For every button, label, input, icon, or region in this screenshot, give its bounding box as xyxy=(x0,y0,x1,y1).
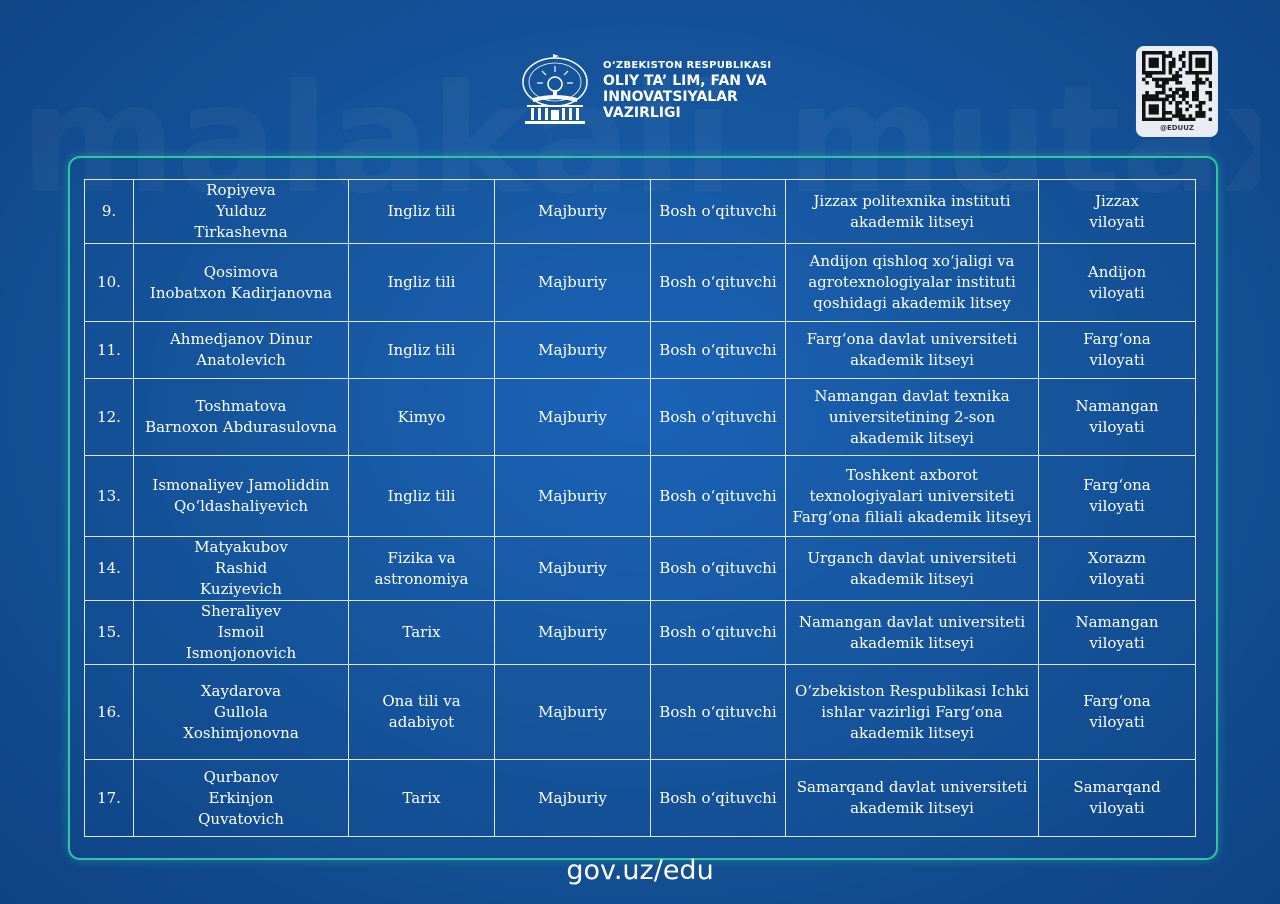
cell-region-line: viloyati xyxy=(1089,351,1145,369)
ministry-emblem-icon xyxy=(517,52,593,128)
cell-region-line: viloyati xyxy=(1089,283,1145,302)
cell-name xyxy=(134,322,349,379)
cell-type: Majburiy xyxy=(495,601,651,665)
ministry-line2: OLIY TA’ LIM, FAN VA xyxy=(603,72,767,89)
cell-position: Bosh o‘qituvchi xyxy=(651,537,786,601)
table-row xyxy=(85,322,1196,379)
table-row xyxy=(85,665,1196,760)
ministry-name xyxy=(603,60,771,121)
cell-name-line: Toshmatova xyxy=(195,397,287,415)
ministry-line3: INNOVATSIYALAR xyxy=(603,88,738,105)
cell-subject-line: Tarix xyxy=(402,623,441,641)
cell-region-line: viloyati xyxy=(1089,497,1145,515)
cell-name-line: Quvatovich xyxy=(198,809,284,828)
cell-institution-line: Namangan davlat universiteti xyxy=(798,612,1026,631)
cell-position: Bosh o‘qituvchi xyxy=(651,456,786,537)
cell-institution-line: agrotexnologiyalar instituti xyxy=(808,273,1016,291)
cell-region xyxy=(1039,244,1196,322)
table-row xyxy=(85,456,1196,537)
cell-name-line: Ropiyeva xyxy=(206,181,276,199)
cell-institution-line: akademik litseyi xyxy=(850,633,974,652)
cell-region-line: Jizzax xyxy=(1094,191,1140,210)
table-row xyxy=(85,180,1196,244)
cell-name-line: Rashid xyxy=(214,559,268,577)
cell-institution xyxy=(786,456,1039,537)
cell-name xyxy=(134,379,349,456)
cell-institution-line: Toshkent axborot xyxy=(846,465,978,484)
cell-region-line: Xorazm xyxy=(1088,548,1146,567)
cell-region-line: viloyati xyxy=(1089,418,1145,436)
cell-region xyxy=(1039,537,1196,601)
cell-type: Majburiy xyxy=(495,456,651,537)
cell-name-line: Matyakubov xyxy=(194,538,288,556)
table-row xyxy=(85,537,1196,601)
cell-subject xyxy=(349,601,495,665)
cell-name-line: Ismoil xyxy=(217,623,265,641)
cell-subject xyxy=(349,665,495,760)
cell-subject-line: Ingliz tili xyxy=(387,202,456,220)
teachers-table xyxy=(84,179,1196,837)
table-row xyxy=(85,601,1196,665)
cell-institution-line: akademik litseyi xyxy=(850,723,974,742)
ministry-line1: O‘ZBEKISTON RESPUBLIKASI xyxy=(603,59,772,71)
cell-type: Majburiy xyxy=(495,760,651,837)
cell-name-line: Barnoxon Abdurasulovna xyxy=(145,418,337,436)
cell-name xyxy=(134,244,349,322)
cell-institution-line: Samarqand davlat universiteti xyxy=(796,778,1028,796)
qr-handle-label: @EDUUZ xyxy=(1159,124,1195,132)
cell-region xyxy=(1039,760,1196,837)
cell-institution-line: akademik litseyi xyxy=(850,799,974,817)
cell-subject-line: Ingliz tili xyxy=(387,340,456,359)
cell-name xyxy=(134,180,349,244)
cell-type: Majburiy xyxy=(495,537,651,601)
table-row xyxy=(85,244,1196,322)
cell-subject-line: Tarix xyxy=(402,788,441,807)
cell-region-line: viloyati xyxy=(1089,799,1145,817)
cell-region-line: viloyati xyxy=(1089,713,1145,731)
cell-region-line: Andijon xyxy=(1087,262,1147,281)
cell-number: 9. xyxy=(85,180,134,244)
cell-institution xyxy=(786,601,1039,665)
cell-subject xyxy=(349,456,495,537)
cell-region-line: Farg‘ona xyxy=(1083,476,1151,494)
cell-institution-line: akademik litseyi xyxy=(850,569,974,588)
cell-name-line: Xoshimjonovna xyxy=(183,723,299,742)
cell-subject xyxy=(349,379,495,456)
cell-subject-line: Ingliz tili xyxy=(387,486,456,505)
cell-position: Bosh o‘qituvchi xyxy=(651,665,786,760)
cell-institution-line: akademik litseyi xyxy=(850,428,974,447)
cell-institution xyxy=(786,379,1039,456)
cell-subject-line: adabiyot xyxy=(388,713,455,731)
ministry-header xyxy=(517,52,771,128)
cell-number: 14. xyxy=(85,537,134,601)
cell-institution xyxy=(786,537,1039,601)
cell-number: 15. xyxy=(85,601,134,665)
cell-region-line: viloyati xyxy=(1089,633,1145,652)
qr-code-card[interactable] xyxy=(1136,46,1218,137)
cell-region-line: Farg‘ona xyxy=(1083,330,1151,348)
cell-name-line: Qosimova xyxy=(203,262,279,281)
cell-name xyxy=(134,601,349,665)
cell-type: Majburiy xyxy=(495,665,651,760)
cell-type: Majburiy xyxy=(495,379,651,456)
cell-name-line: Yulduz xyxy=(215,202,267,220)
cell-region-line: Namangan xyxy=(1075,397,1159,415)
cell-subject xyxy=(349,760,495,837)
cell-name-line: Kuziyevich xyxy=(200,580,282,598)
table-row xyxy=(85,379,1196,456)
cell-subject xyxy=(349,244,495,322)
cell-name xyxy=(134,760,349,837)
cell-subject-line: Kimyo xyxy=(397,407,446,426)
cell-name xyxy=(134,537,349,601)
cell-number: 11. xyxy=(85,322,134,379)
cell-region xyxy=(1039,456,1196,537)
cell-institution xyxy=(786,244,1039,322)
cell-position: Bosh o‘qituvchi xyxy=(651,322,786,379)
cell-name xyxy=(134,665,349,760)
cell-name-line: Tirkashevna xyxy=(194,223,288,241)
cell-position: Bosh o‘qituvchi xyxy=(651,601,786,665)
cell-number: 13. xyxy=(85,456,134,537)
cell-number: 17. xyxy=(85,760,134,837)
qr-code-icon xyxy=(1142,51,1212,121)
cell-region-line: Namangan xyxy=(1075,612,1159,631)
cell-institution xyxy=(786,180,1039,244)
cell-number: 12. xyxy=(85,379,134,456)
cell-type: Majburiy xyxy=(495,244,651,322)
cell-name-line: Erkinjon xyxy=(208,788,274,807)
cell-institution-line: Jizzax politexnika instituti xyxy=(813,191,1011,210)
cell-subject xyxy=(349,322,495,379)
cell-name-line: Qurbanov xyxy=(203,767,279,786)
cell-institution-line: Farg‘ona filiali akademik litseyi xyxy=(792,507,1032,526)
cell-name-line: Ismonjonovich xyxy=(185,644,297,662)
cell-institution-line: universitetining 2-son xyxy=(828,407,996,426)
cell-subject xyxy=(349,537,495,601)
cell-position: Bosh o‘qituvchi xyxy=(651,379,786,456)
cell-name-line: Qo‘ldashaliyevich xyxy=(173,497,309,515)
cell-name-line: Ahmedjanov Dinur xyxy=(169,330,313,348)
cell-subject-line: Ona tili va xyxy=(382,692,461,710)
cell-number: 16. xyxy=(85,665,134,760)
cell-name-line: Anatolevich xyxy=(196,351,286,369)
cell-name-line: Inobatxon Kadirjanovna xyxy=(149,283,333,302)
cell-region-line: viloyati xyxy=(1089,569,1145,588)
table-row xyxy=(85,760,1196,837)
cell-name-line: Xaydarova xyxy=(200,681,282,700)
cell-subject-line: Fizika va xyxy=(387,548,456,567)
cell-institution-line: Urganch davlat universiteti xyxy=(807,548,1017,567)
cell-region-line: Farg‘ona xyxy=(1083,692,1151,710)
footer-url[interactable]: gov.uz/edu xyxy=(566,855,714,886)
cell-institution xyxy=(786,665,1039,760)
cell-institution-line: akademik litseyi xyxy=(850,212,974,231)
cell-subject-line: Ingliz tili xyxy=(387,273,456,291)
cell-region-line: Samarqand xyxy=(1073,778,1161,796)
cell-institution-line: qoshidagi akademik litsey xyxy=(813,294,1011,312)
cell-name-line: Ismonaliyev Jamoliddin xyxy=(152,476,330,494)
cell-name xyxy=(134,456,349,537)
cell-institution-line: O‘zbekiston Respublikasi Ichki xyxy=(794,681,1030,700)
cell-position: Bosh o‘qituvchi xyxy=(651,760,786,837)
cell-region-line: viloyati xyxy=(1089,212,1145,231)
cell-institution xyxy=(786,322,1039,379)
cell-region xyxy=(1039,379,1196,456)
cell-region xyxy=(1039,180,1196,244)
cell-position: Bosh o‘qituvchi xyxy=(651,244,786,322)
cell-institution-line: akademik litseyi xyxy=(850,351,974,369)
cell-institution-line: Namangan davlat texnika xyxy=(814,386,1010,405)
cell-type: Majburiy xyxy=(495,322,651,379)
cell-institution-line: texnologiyalari universiteti xyxy=(809,486,1015,505)
cell-institution-line: Farg‘ona davlat universiteti xyxy=(806,330,1018,348)
cell-institution xyxy=(786,760,1039,837)
cell-subject-line: astronomiya xyxy=(374,569,469,588)
cell-region xyxy=(1039,601,1196,665)
cell-position: Bosh o‘qituvchi xyxy=(651,180,786,244)
ministry-line4: VAZIRLIGI xyxy=(603,104,681,121)
cell-region xyxy=(1039,322,1196,379)
cell-institution-line: ishlar vazirligi Farg‘ona xyxy=(821,702,1003,721)
cell-name-line: Gullola xyxy=(213,702,268,721)
cell-type: Majburiy xyxy=(495,180,651,244)
cell-institution-line: Andijon qishloq xo‘jaligi va xyxy=(809,252,1015,270)
cell-number: 10. xyxy=(85,244,134,322)
cell-name-line: Sheraliyev xyxy=(200,602,282,620)
cell-region xyxy=(1039,665,1196,760)
cell-subject xyxy=(349,180,495,244)
